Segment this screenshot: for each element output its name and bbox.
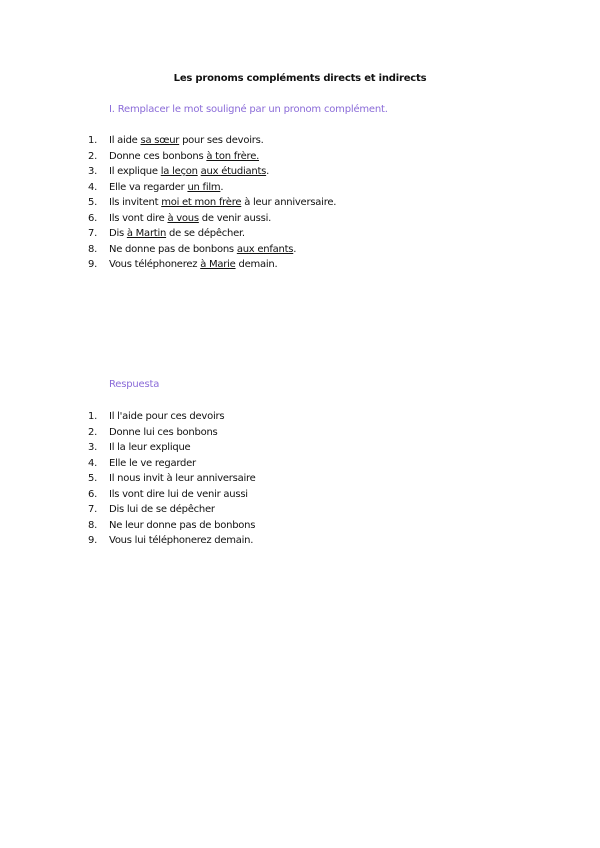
item-number: 1. bbox=[88, 135, 98, 146]
underlined-phrase: la leçon bbox=[160, 166, 198, 177]
item-number: 8. bbox=[88, 243, 98, 255]
sentence-text: Il explique bbox=[109, 166, 161, 177]
sentence-text: de venir aussi. bbox=[198, 212, 272, 224]
sentence-text: Dis bbox=[109, 228, 127, 239]
answer-sentence: Vous lui téléphonerez demain. bbox=[109, 535, 254, 546]
exercise-sentence bbox=[109, 211, 271, 227]
sentence-text: . bbox=[266, 166, 270, 177]
exercise-sentence bbox=[109, 226, 245, 242]
item-number: 7. bbox=[88, 228, 98, 239]
answer-sentence: Ne leur donne pas de bonbons bbox=[109, 519, 256, 531]
underlined-phrase: aux étudiants bbox=[200, 166, 267, 177]
sentence-text: à leur anniversaire. bbox=[241, 197, 337, 208]
sentence-text: demain. bbox=[235, 259, 278, 270]
underlined-phrase: sa sœur bbox=[140, 135, 180, 146]
item-number: 7. bbox=[88, 504, 98, 515]
answer-sentence: Donne lui ces bonbons bbox=[109, 426, 218, 438]
answer-sentence: Elle le ve regarder bbox=[109, 457, 196, 469]
underlined-phrase: aux enfants bbox=[236, 243, 294, 255]
sentence-text: pour ses devoirs. bbox=[179, 135, 264, 146]
item-number: 3. bbox=[88, 166, 98, 177]
item-number: 1. bbox=[88, 411, 98, 422]
answer-sentence: Il nous invit à leur anniversaire bbox=[109, 473, 256, 484]
sentence-text: de se dépêcher. bbox=[166, 228, 245, 239]
item-number: 4. bbox=[88, 181, 98, 193]
item-number: 2. bbox=[88, 150, 98, 162]
underlined-phrase: moi et mon frère bbox=[161, 197, 242, 208]
exercise-sentence bbox=[109, 195, 336, 211]
item-number: 5. bbox=[88, 197, 98, 208]
exercise-heading: I. Remplacer le mot souligné par un pronom complément. bbox=[109, 104, 388, 115]
sentence-text: Elle va regarder bbox=[109, 181, 188, 193]
underlined-phrase: un film bbox=[187, 181, 221, 193]
sentence-text: Il aide bbox=[109, 135, 141, 146]
exercise-sentence bbox=[109, 133, 264, 149]
sentence-text: . bbox=[220, 181, 224, 193]
answer-sentence: Il l'aide pour ces devoirs bbox=[109, 411, 225, 422]
item-number: 5. bbox=[88, 473, 98, 484]
exercise-sentence bbox=[109, 149, 259, 165]
item-number: 9. bbox=[88, 259, 98, 270]
sentence-text: . bbox=[293, 243, 297, 255]
item-number: 2. bbox=[88, 426, 98, 438]
sentence-text: Ne donne pas de bonbons bbox=[109, 243, 237, 255]
sentence-text: Donne ces bonbons bbox=[109, 150, 207, 162]
underlined-phrase: à Martin bbox=[126, 228, 167, 239]
item-number: 6. bbox=[88, 212, 98, 224]
underlined-phrase: à vous bbox=[167, 212, 199, 224]
exercise-sentence bbox=[109, 242, 296, 258]
sentence-text: Vous téléphonerez bbox=[109, 259, 201, 270]
sentence-text: Ils invitent bbox=[109, 197, 162, 208]
exercise-sentence bbox=[109, 257, 277, 273]
underlined-phrase: à ton frère. bbox=[206, 150, 260, 162]
exercise-sentence bbox=[109, 164, 269, 180]
sentence-text: Ils vont dire bbox=[109, 212, 168, 224]
exercise-sentence bbox=[109, 180, 223, 196]
item-number: 9. bbox=[88, 535, 98, 546]
item-number: 6. bbox=[88, 488, 98, 500]
underlined-phrase: à Marie bbox=[200, 259, 236, 270]
item-number: 4. bbox=[88, 457, 98, 469]
item-number: 8. bbox=[88, 519, 98, 531]
answer-sentence: Il la leur explique bbox=[109, 442, 191, 453]
answer-sentence: Ils vont dire lui de venir aussi bbox=[109, 488, 248, 500]
document-title: Les pronoms compléments directs et indirects bbox=[173, 73, 427, 84]
item-number: 3. bbox=[88, 442, 98, 453]
answers-heading: Respuesta bbox=[109, 379, 160, 390]
answer-sentence: Dis lui de se dépêcher bbox=[109, 504, 215, 515]
